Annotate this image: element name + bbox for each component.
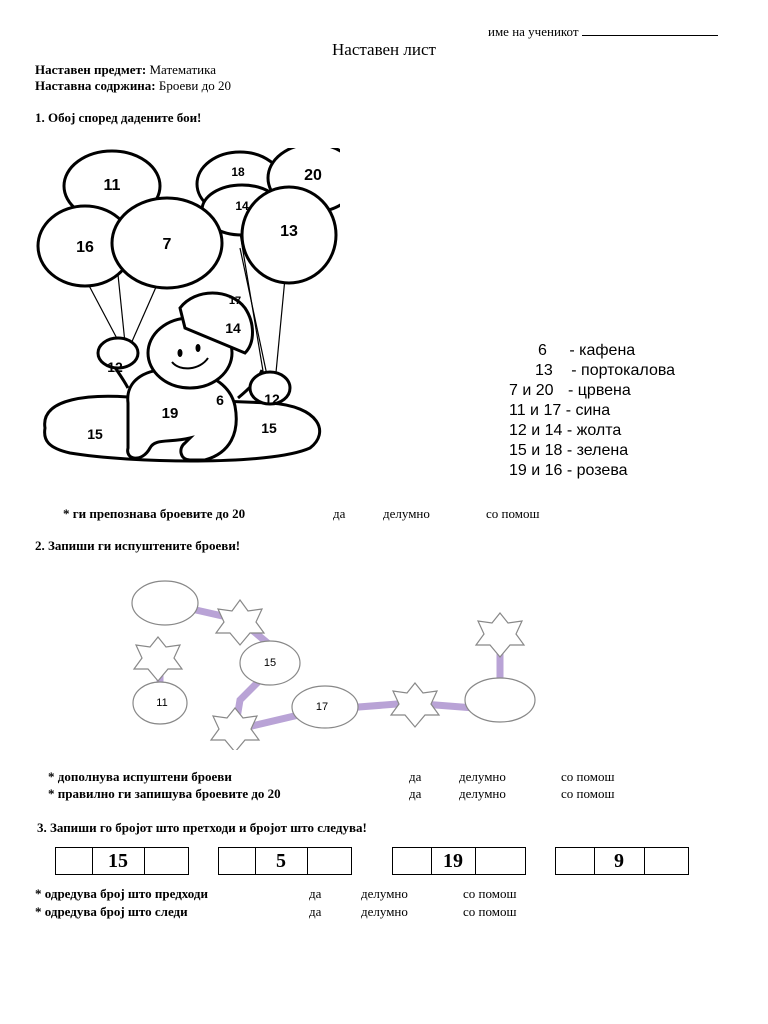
task1-heading: 1. Обој според дадените бои! [35, 110, 202, 125]
balloon-number: 13 [280, 223, 298, 240]
assessment-criterion: * ги препознава броевите до 20 [63, 506, 246, 521]
hand-number: 12 [264, 391, 280, 407]
subject-label: Наставен предмет: [35, 62, 147, 77]
number-neighbors-box [55, 847, 189, 875]
task2-heading: 2. Запиши ги испуштените броеви! [35, 538, 241, 553]
legend-color: - зелена [566, 442, 629, 459]
successor-input[interactable] [476, 848, 525, 874]
assessment-yes[interactable]: да [309, 904, 322, 919]
legend-numbers: 19 и 16 [509, 462, 563, 479]
legend-color: - кафена [569, 342, 636, 359]
predecessor-input[interactable] [556, 848, 594, 874]
balloon-number: 7 [162, 236, 172, 253]
number-path-illustration[interactable] [120, 575, 550, 750]
content-label: Наставна содржина: [35, 78, 156, 93]
assessment-criterion: * дополнува испуштени броеви [48, 769, 232, 784]
balloon-number: 20 [304, 167, 322, 184]
given-number: 9 [614, 849, 624, 872]
page-title: Наставен лист [332, 40, 436, 59]
assessment-partial[interactable]: делумно [361, 886, 408, 901]
assessment-help[interactable]: со помош [486, 506, 540, 521]
number-neighbors-box [555, 847, 689, 875]
predecessor-input[interactable] [393, 848, 431, 874]
assessment-yes[interactable]: да [409, 769, 422, 784]
predecessor-input[interactable] [219, 848, 255, 874]
legend-numbers: 11 и 17 [509, 402, 562, 419]
path-number: 11 [156, 697, 168, 709]
assessment-help[interactable]: со помош [561, 769, 615, 784]
balloon-number: 11 [103, 177, 121, 194]
successor-input[interactable] [645, 848, 688, 874]
content-value: Броеви до 20 [158, 78, 231, 93]
path-number: 15 [263, 657, 277, 669]
assessment-criterion: * правилно ги запишува броевите до 20 [48, 786, 281, 801]
legend-item [509, 382, 631, 400]
legend-item [535, 362, 675, 380]
hat-number: 14 [225, 320, 241, 336]
hat-number: 17 [228, 295, 242, 307]
hand-number: 12 [107, 359, 123, 375]
assessment-partial[interactable]: делумно [361, 904, 408, 919]
assessment-yes[interactable]: да [333, 506, 346, 521]
student-name-line[interactable] [582, 24, 718, 36]
assessment-help[interactable]: со помош [463, 904, 517, 919]
legend-color: - црвена [567, 382, 631, 399]
subject-value: Математика [149, 62, 216, 77]
assessment-help[interactable]: со помош [561, 786, 615, 801]
legend-item [509, 422, 621, 440]
legend-item [509, 462, 628, 480]
legend-color: - жолта [566, 422, 622, 439]
legend-numbers: 13 [535, 362, 553, 379]
legend-color: - портокалова [571, 362, 676, 379]
legend-color: - сина [565, 402, 611, 419]
balloon-number: 14 [235, 199, 249, 213]
content-line [35, 78, 231, 94]
task3-heading: 3. Запиши го бројот што претходи и бројот што следува! [37, 820, 367, 835]
balloon-number: 18 [231, 165, 245, 179]
student-name-label: име на ученикот [488, 24, 579, 39]
body-number: 6 [216, 392, 224, 408]
legend-color: - розева [566, 462, 628, 479]
given-number: 5 [276, 849, 286, 872]
assessment-criterion: * одредува број што следи [35, 904, 188, 919]
predecessor-input[interactable] [56, 848, 92, 874]
assessment-partial[interactable]: делумно [383, 506, 430, 521]
body-number: 19 [161, 405, 179, 422]
path-number: 17 [315, 701, 329, 713]
successor-input[interactable] [308, 848, 351, 874]
given-number: 19 [443, 849, 463, 872]
balloons-illustration[interactable] [30, 148, 340, 478]
balloon-number: 16 [76, 239, 94, 256]
student-name-field[interactable] [488, 24, 718, 40]
given-number: 15 [108, 849, 128, 872]
number-neighbors-box [392, 847, 526, 875]
number-neighbors-box [218, 847, 352, 875]
legend-item [509, 402, 610, 420]
subject-line [35, 62, 216, 78]
assessment-partial[interactable]: делумно [459, 786, 506, 801]
successor-input[interactable] [145, 848, 188, 874]
ground-number: 15 [87, 426, 103, 442]
legend-numbers: 6 [538, 342, 547, 359]
legend-item [538, 342, 635, 360]
assessment-yes[interactable]: да [409, 786, 422, 801]
assessment-criterion: * одредува број што предходи [35, 886, 208, 901]
legend-numbers: 15 и 18 [509, 442, 563, 459]
assessment-help[interactable]: со помош [463, 886, 517, 901]
assessment-yes[interactable]: да [309, 886, 322, 901]
ground-number: 15 [261, 420, 277, 436]
legend-item [509, 442, 628, 460]
assessment-partial[interactable]: делумно [459, 769, 506, 784]
legend-numbers: 7 и 20 [509, 382, 554, 399]
legend-numbers: 12 и 14 [509, 422, 563, 439]
